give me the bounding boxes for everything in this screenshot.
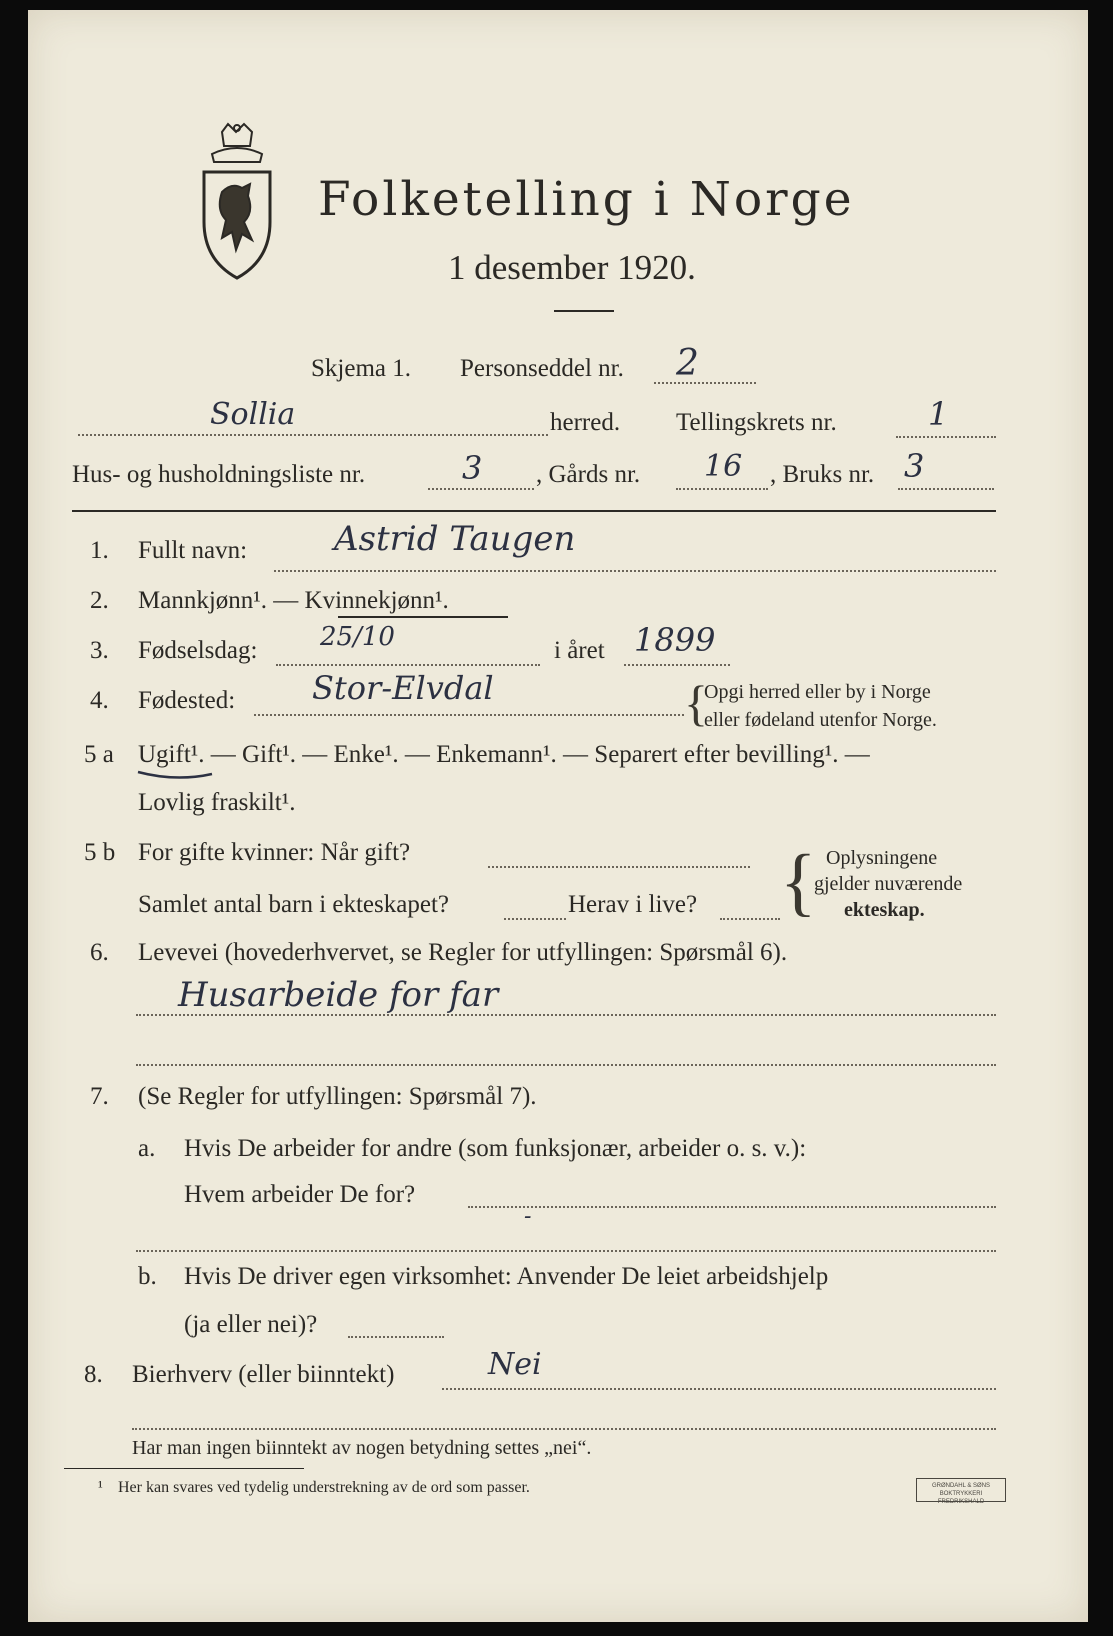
footnote-text: Her kan svares ved tydelig understrekning av de ord som passer. xyxy=(118,1479,530,1496)
q3-year-label: i året xyxy=(554,637,605,664)
q5b-note-line1: Oplysningene xyxy=(826,847,938,869)
q1-value: Astrid Taugen xyxy=(334,519,576,559)
q2-label: Mannkjønn¹. — Kvinnekjønn¹. xyxy=(138,587,449,614)
q6-value: Husarbeide for far xyxy=(178,975,499,1015)
printer-stamp-line1: GRØNDAHL & SØNS BOKTRYKKERI xyxy=(931,1483,991,1497)
census-form xyxy=(28,10,1088,1622)
q6-line-1 xyxy=(136,1014,996,1016)
personseddel-line xyxy=(654,382,756,384)
q6-line-2 xyxy=(136,1064,996,1066)
q4-note-line1: Opgi herred eller by i Norge xyxy=(704,681,931,703)
bruks-label: , Bruks nr. xyxy=(770,461,875,488)
q5a-label-2: Lovlig fraskilt¹. xyxy=(138,789,296,816)
tellingskrets-label: Tellingskrets nr. xyxy=(676,409,837,436)
tellingskrets-value: 1 xyxy=(928,395,949,433)
q4-note-line2: eller fødeland utenfor Norge. xyxy=(704,709,937,731)
herred-line xyxy=(78,434,548,436)
printer-stamp-line2: FREDRIKSHALD xyxy=(937,1499,985,1505)
q7a-label: Hvis De arbeider for andre (som funksjonær, arbeider o. s. v.): xyxy=(184,1135,807,1162)
coat-of-arms-icon xyxy=(192,122,282,282)
footnote-mark: ¹ xyxy=(98,1479,103,1496)
herred-value: Sollia xyxy=(210,397,296,432)
q1-label: Fullt navn: xyxy=(138,537,248,564)
q4-label: Fødested: xyxy=(138,687,236,714)
herred-label: herred. xyxy=(550,409,621,436)
q4-number: 4. xyxy=(90,687,109,714)
skjema-label: Skjema 1. xyxy=(311,355,411,382)
q5b-line-2 xyxy=(504,918,566,920)
footer-note: Har man ingen biinntekt av nogen betydning settes „nei“. xyxy=(132,1437,592,1459)
q5b-label-3: Herav i live? xyxy=(568,891,698,918)
q7b-letter: b. xyxy=(138,1263,157,1290)
q7b-label-2: (ja eller nei)? xyxy=(184,1311,318,1338)
q5b-note-line3: ekteskap. xyxy=(844,899,925,921)
form-date: 1 desember 1920. xyxy=(448,248,696,287)
q3-line xyxy=(276,664,540,666)
q5b-line-3 xyxy=(720,918,780,920)
q7-number: 7. xyxy=(90,1083,109,1110)
husholdning-line xyxy=(428,488,534,490)
q4-value: Stor-Elvdal xyxy=(312,669,494,707)
q5b-label-2: Samlet antal barn i ekteskapet? xyxy=(138,891,449,918)
header-divider xyxy=(72,510,996,512)
printer-stamp xyxy=(916,1478,1006,1505)
form-title: Folketelling i Norge xyxy=(318,172,855,227)
q4-line xyxy=(254,714,684,716)
q7a-label-2: Hvem arbeider De for? xyxy=(184,1181,416,1208)
bruks-value: 3 xyxy=(904,447,925,485)
q7a-line-1 xyxy=(468,1206,996,1208)
q2-number: 2. xyxy=(90,587,109,614)
personseddel-value: 2 xyxy=(676,343,699,384)
husholdning-label: Hus- og husholdningsliste nr. xyxy=(72,461,366,488)
q5b-number: 5 b xyxy=(84,839,116,866)
q7a-line-2 xyxy=(136,1250,996,1252)
q3-year-line xyxy=(624,664,730,666)
q8-value: Nei xyxy=(488,1347,542,1382)
q3-value: 25/10 xyxy=(320,622,395,652)
q5b-label: For gifte kvinner: Når gift? xyxy=(138,839,411,866)
gards-label: , Gårds nr. xyxy=(536,461,641,488)
q3-number: 3. xyxy=(90,637,109,664)
q5a-label: Ugift¹. — Gift¹. — Enke¹. — Enkemann¹. — Separert efter bevilling¹. — xyxy=(138,741,870,768)
q1-number: 1. xyxy=(90,537,109,564)
q7-label: (Se Regler for utfyllingen: Spørsmål 7). xyxy=(138,1083,537,1110)
q2-underline xyxy=(338,616,508,618)
gards-value: 16 xyxy=(704,449,743,484)
q6-number: 6. xyxy=(90,939,109,966)
personseddel-label: Personseddel nr. xyxy=(460,355,624,382)
title-underline xyxy=(554,310,614,312)
q6-label: Levevei (hovederhvervet, se Regler for utfyllingen: Spørsmål 6). xyxy=(138,939,788,966)
q5b-note-line2: gjelder nuværende xyxy=(814,873,963,895)
q1-line xyxy=(274,570,996,572)
tellingskrets-line xyxy=(896,436,996,438)
q8-number: 8. xyxy=(84,1361,103,1388)
q7a-letter: a. xyxy=(138,1135,156,1162)
q5a-number: 5 a xyxy=(84,741,114,768)
q3-year-value: 1899 xyxy=(634,621,716,659)
footnote-divider xyxy=(64,1468,304,1469)
q8-label: Bierhverv (eller biinntekt) xyxy=(132,1361,395,1388)
husholdning-value: 3 xyxy=(462,449,483,487)
bruks-line xyxy=(898,488,994,490)
q5a-handwritten-underline xyxy=(136,766,216,782)
q8-extra-line xyxy=(132,1428,996,1430)
q7a-value: - xyxy=(524,1204,532,1229)
q5b-note-brace: { xyxy=(780,840,817,924)
q3-label: Fødselsdag: xyxy=(138,637,258,664)
gards-line xyxy=(676,488,768,490)
q4-note-brace: { xyxy=(684,675,708,731)
q7b-line xyxy=(348,1336,444,1338)
q8-line xyxy=(442,1388,996,1390)
q7b-label: Hvis De driver egen virksomhet: Anvender De leiet arbeidshjelp xyxy=(184,1263,829,1290)
q5b-line-1 xyxy=(488,866,750,868)
